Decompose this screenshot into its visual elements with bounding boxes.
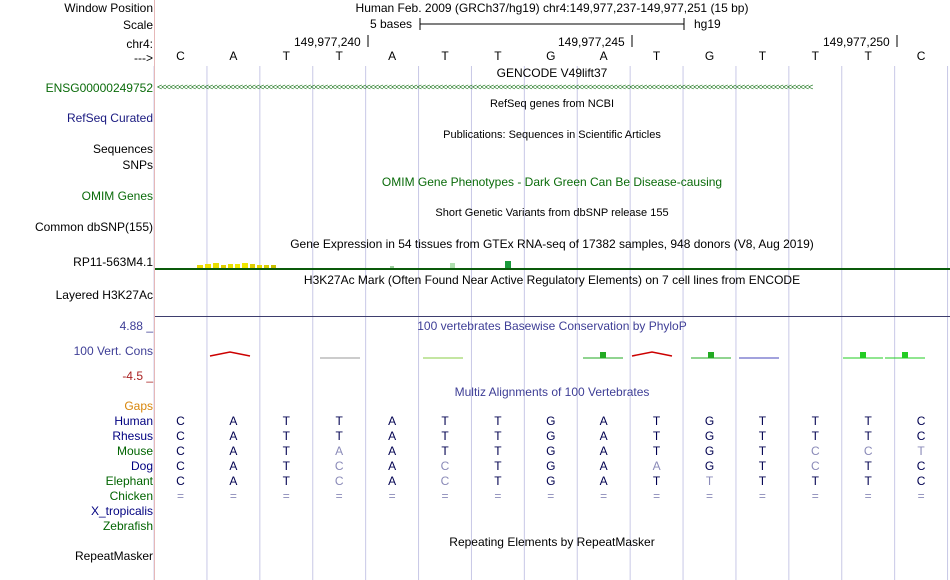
h3k27ac-track-label[interactable]: Layered H3K27Ac [55, 288, 153, 302]
sequence-base: G [704, 49, 715, 63]
alignment-base: G [546, 459, 556, 473]
alignment-base: T [652, 429, 661, 443]
refseq-track-title: RefSeq genes from NCBI [489, 98, 615, 110]
repeatmasker-track-label[interactable]: RepeatMasker [74, 549, 153, 563]
scale-db: hg19 [694, 17, 721, 31]
species-label: Rhesus [112, 429, 153, 443]
alignment-base: T [705, 474, 714, 488]
sequence-base: T [758, 49, 767, 63]
refseq-track-label[interactable]: RefSeq Curated [66, 111, 153, 125]
alignment-base: A [229, 414, 238, 428]
cons-min-label: -4.5 _ [122, 369, 153, 383]
dbsnp-track-label[interactable]: Common dbSNP(155) [34, 220, 153, 234]
alignment-base: G [704, 414, 715, 428]
repeatmasker-track-title: Repeating Elements by RepeatMasker [449, 535, 655, 549]
species-label: Elephant [105, 474, 153, 488]
alignment-base: = [176, 489, 184, 503]
alignment-base: T [758, 444, 767, 458]
alignment-base: C [810, 459, 820, 473]
alignment-base: = [811, 489, 819, 503]
alignment-base: A [229, 429, 238, 443]
alignment-base: C [916, 429, 926, 443]
alignment-base: C [440, 474, 450, 488]
coord-ticks [0, 33, 950, 49]
alignment-base: T [494, 444, 502, 458]
alignment-base: T [758, 459, 767, 473]
alignment-base: T [494, 459, 502, 473]
cons-track-title: 100 vertebrates Basewise Conservation by PhyloP [417, 319, 687, 333]
alignment-base: T [282, 414, 290, 428]
publications-track-title: Publications: Sequences in Scientific Articles [443, 129, 661, 141]
sequence-base: T [864, 49, 872, 63]
alignment-base: = [335, 489, 343, 503]
alignment-base: = [441, 489, 449, 503]
phylop-mark [632, 352, 672, 356]
species-label: Mouse [116, 444, 153, 458]
alignment-base: C [440, 459, 450, 473]
alignment-base: C [916, 474, 926, 488]
alignment-base: A [388, 429, 397, 443]
alignment-base: = [864, 489, 872, 503]
phylop-mark [583, 352, 623, 358]
sequence-base: T [282, 49, 290, 63]
alignment-base: = [282, 489, 290, 503]
alignment-base: T [282, 444, 290, 458]
assembly-position-text: Human Feb. 2009 (GRCh37/hg19) chr4:149,977,237-149,977,251 (15 bp) [355, 1, 749, 15]
alignment-base: T [864, 414, 872, 428]
coord-tick-label: 149,977,240 [294, 35, 361, 49]
alignment-base: A [388, 459, 397, 473]
alignment-base: T [652, 444, 661, 458]
alignment-base: A [388, 474, 397, 488]
gtex-gene-label[interactable]: RP11-563M4.1 [73, 255, 153, 269]
sequence-base: C [916, 49, 926, 63]
alignment-base: C [334, 459, 344, 473]
alignment-base: T [282, 429, 290, 443]
dbsnp-track-title: Short Genetic Variants from dbSNP release 155 [435, 207, 669, 219]
sequence-base: A [599, 49, 608, 63]
alignment-base: T [811, 414, 819, 428]
alignment-base: G [546, 474, 556, 488]
sequence-base: G [546, 49, 556, 63]
alignment-base: A [599, 474, 608, 488]
chrom-label: chr4: [126, 37, 153, 51]
gtex-track-title: Gene Expression in 54 tissues from GTEx RNA-seq of 17382 samples, 948 donors (V8, Aug 2019) [290, 237, 814, 251]
alignment-base: A [229, 474, 238, 488]
alignment-base: = [917, 489, 925, 503]
alignment-base: T [441, 414, 449, 428]
scale-bar [418, 17, 688, 31]
alignment-base: C [176, 459, 185, 473]
gencode-track-title: GENCODE V49lift37 [496, 66, 608, 80]
phylop-mark [843, 352, 883, 358]
alignment-base: = [229, 489, 237, 503]
alignment-base: C [176, 474, 185, 488]
sequence-base: T [652, 49, 661, 63]
alignment-base: A [599, 414, 608, 428]
alignment-base: T [811, 474, 819, 488]
alignment-base: A [652, 459, 661, 473]
alignment-base: C [863, 444, 873, 458]
alignment-base: T [494, 414, 502, 428]
gtex-bars-group [155, 261, 950, 270]
species-label: Dog [130, 459, 153, 473]
alignment-base: A [599, 429, 608, 443]
alignment-base: C [916, 459, 926, 473]
sequence-base: T [494, 49, 502, 63]
alignment-base: G [704, 459, 715, 473]
h3k27ac-track-title: H3K27Ac Mark (Often Found Near Active Regulatory Elements) on 7 cell lines from ENCODE [303, 273, 801, 287]
alignment-base: T [494, 474, 502, 488]
alignment-base: A [599, 459, 608, 473]
alignment-base: T [917, 444, 925, 458]
alignment-base: T [758, 429, 767, 443]
gencode-gene-arrows[interactable]: <<<<<<<<<<<<<<<<<<<<<<<<<<<<<<<<<<<<<<<<<<<<<<<<<<<<<<<<<<<<<<<<<<<<<<<<<<<<<<<<<<<<<<<<<<<<<<<<<<<<<<<<<<<<<<<<<<<<<<<<<<<<<<<<<<<<<<<<<<<<<<<<<<<<<<<<<< [157, 82, 813, 92]
alignment-base: = [758, 489, 766, 503]
alignment-base: T [282, 459, 290, 473]
alignment-base: T [864, 429, 872, 443]
alignment-base: T [335, 414, 343, 428]
gencode-gene-label[interactable]: ENSG00000249752 [45, 81, 153, 95]
cons-track-label[interactable]: 100 Vert. Cons [73, 344, 153, 358]
sequence-base: A [229, 49, 238, 63]
phylop-signal[interactable] [0, 344, 950, 366]
species-label: Zebrafish [102, 519, 153, 533]
sequence-base: T [811, 49, 819, 63]
alignment-base: = [600, 489, 608, 503]
phylop-mark [885, 352, 925, 358]
alignment-base: A [229, 444, 238, 458]
sequence-base: T [335, 49, 343, 63]
h3k27ac-baseline [155, 316, 950, 317]
multiz-track-title: Multiz Alignments of 100 Vertebrates [454, 385, 650, 399]
alignment-base: A [388, 414, 397, 428]
alignment-base: = [653, 489, 661, 503]
alignment-base: T [811, 429, 819, 443]
alignment-base: T [652, 474, 661, 488]
alignment-base: C [176, 429, 185, 443]
alignment-base: T [441, 444, 449, 458]
alignment-base: G [546, 429, 556, 443]
strand-label: ---> [134, 51, 153, 65]
omim-track-label[interactable]: OMIM Genes [81, 189, 153, 203]
alignment-base: T [441, 429, 449, 443]
sequence-base: C [176, 49, 185, 63]
alignment-base: C [334, 474, 344, 488]
alignment-base: G [704, 429, 715, 443]
alignment-base: A [335, 444, 344, 458]
alignment-base: C [916, 414, 926, 428]
snps-track-label[interactable]: SNPs [122, 158, 153, 172]
alignment-base: = [494, 489, 502, 503]
sequence-base: T [441, 49, 449, 63]
alignment-base: C [176, 414, 185, 428]
coord-tick-label: 149,977,250 [823, 35, 890, 49]
alignment-base: = [705, 489, 713, 503]
alignment-base: G [704, 444, 715, 458]
alignment-base: T [335, 429, 343, 443]
species-label: X_tropicalis [90, 504, 153, 518]
alignment-base: C [176, 444, 185, 458]
omim-track-title: OMIM Gene Phenotypes - Dark Green Can Be Disease-causing [381, 175, 723, 189]
alignment-base: = [547, 489, 555, 503]
alignment-base: T [864, 459, 872, 473]
alignment-base: T [494, 429, 502, 443]
species-label: Chicken [109, 489, 153, 503]
alignment-base: A [599, 444, 608, 458]
window-position-label: Window Position [64, 1, 153, 15]
species-label: Human [114, 414, 153, 428]
scale-label: Scale [122, 18, 153, 32]
label-divider [154, 0, 155, 580]
sequence-base: A [388, 49, 397, 63]
alignment-base: T [758, 414, 767, 428]
gaps-label: Gaps [124, 399, 153, 413]
alignment-base: G [546, 414, 556, 428]
gtex-expression-bars[interactable] [155, 258, 950, 272]
alignment-base: T [758, 474, 767, 488]
alignment-base: C [810, 444, 820, 458]
cons-max-label: 4.88 _ [119, 319, 153, 333]
alignment-base: A [388, 444, 397, 458]
alignment-base: A [229, 459, 238, 473]
phylop-mark [210, 352, 250, 356]
sequences-track-label[interactable]: Sequences [92, 142, 153, 156]
coord-tick-label: 149,977,245 [558, 35, 625, 49]
scale-text: 5 bases [370, 17, 413, 31]
alignment-base: = [388, 489, 396, 503]
alignment-base: T [652, 414, 661, 428]
alignment-base: G [546, 444, 556, 458]
phylop-mark [691, 352, 731, 358]
alignment-base: T [282, 474, 290, 488]
alignment-base: T [864, 474, 872, 488]
